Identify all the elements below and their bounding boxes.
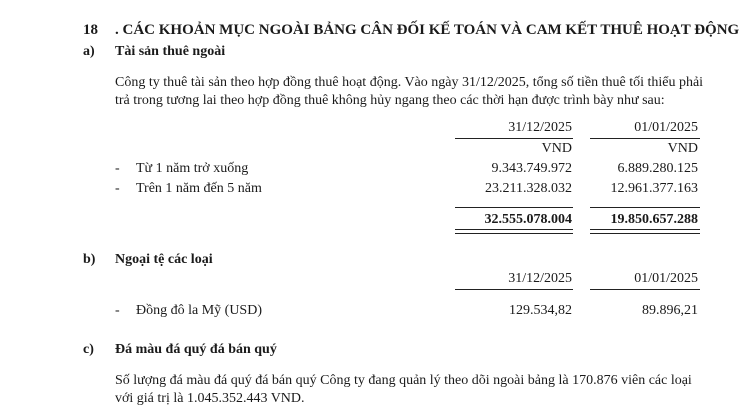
part-c-letter: c)	[83, 342, 94, 357]
table-row-label: Từ 1 năm trở xuống	[136, 161, 249, 176]
total-value: 32.555.078.004	[484, 212, 572, 227]
part-c-paragraph: Số lượng đá màu đá quý đá bán quý Công ty đang quản lý theo dõi ngoài bảng là 170.876 viên các loại với giá trị là 1.045.352.443 VND.	[115, 373, 692, 406]
total-double-rule	[455, 229, 573, 234]
section-number: 18	[83, 22, 98, 38]
part-b-col2-date: 01/01/2025	[634, 271, 698, 286]
part-a-letter: a)	[83, 44, 95, 59]
part-a-paragraph: Công ty thuê tài sản theo hợp đồng thuê hoạt động. Vào ngày 31/12/2025, tổng số tiền thuê tối thiểu phải trả trong tương lai theo hợp đồng thuê không hủy ngang theo các thời hạn được trình bày như sau:	[115, 75, 704, 108]
part-a-heading: Tài sản thuê ngoài	[115, 44, 226, 59]
part-a-col1-header-rule	[455, 138, 573, 139]
table-row-value: 23.211.328.032	[485, 181, 572, 196]
table-row-label: Đồng đô la Mỹ (USD)	[136, 303, 262, 318]
table-row-value: 12.961.377.163	[610, 181, 698, 196]
total-value: 19.850.657.288	[610, 212, 698, 227]
table-row-value: 9.343.749.972	[491, 161, 572, 176]
part-c-heading: Đá màu đá quý đá bán quý	[115, 342, 277, 357]
part-b-heading: Ngoại tệ các loại	[115, 252, 213, 267]
total-top-rule	[590, 207, 700, 208]
part-b-letter: b)	[83, 252, 96, 267]
section-title: . CÁC KHOẢN MỤC NGOÀI BẢNG CÂN ĐỐI KẾ TOÁN VÀ CAM KẾT THUÊ HOẠT ĐỘNG	[115, 22, 740, 38]
table-row-bullet: -	[115, 303, 120, 318]
total-double-rule	[590, 229, 700, 234]
table-row-value: 89.896,21	[642, 303, 698, 318]
table-row-label: Trên 1 năm đến 5 năm	[136, 181, 262, 196]
table-row-bullet: -	[115, 181, 120, 196]
part-a-col1-date: 31/12/2025	[508, 120, 572, 135]
part-a-col2-header-rule	[590, 138, 700, 139]
total-top-rule	[455, 207, 573, 208]
table-row-value: 129.534,82	[509, 303, 572, 318]
table-row-value: 6.889.280.125	[617, 161, 698, 176]
part-a-col2-date: 01/01/2025	[634, 120, 698, 135]
part-b-col1-date: 31/12/2025	[508, 271, 572, 286]
part-a-col1-unit: VND	[541, 141, 572, 156]
part-b-col1-header-rule	[455, 289, 573, 290]
part-a-col2-unit: VND	[667, 141, 698, 156]
table-row-bullet: -	[115, 161, 120, 176]
part-b-col2-header-rule	[590, 289, 700, 290]
